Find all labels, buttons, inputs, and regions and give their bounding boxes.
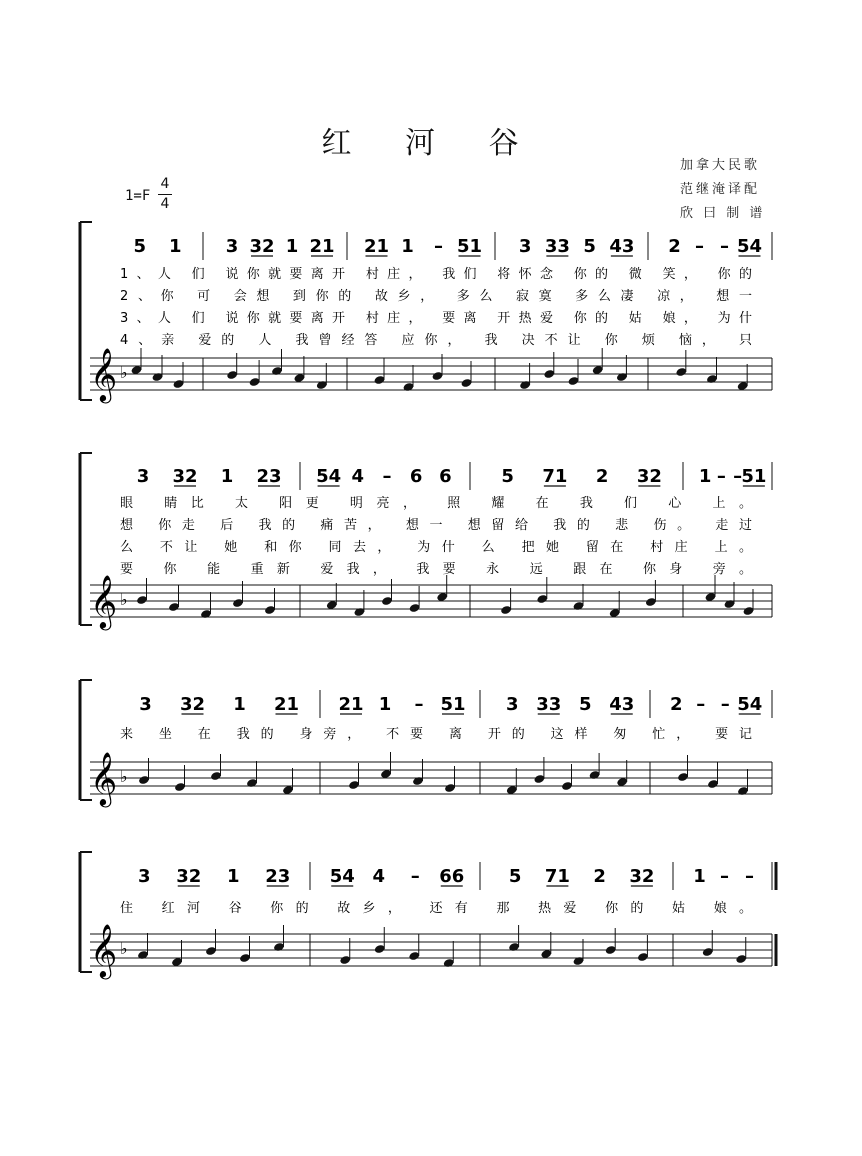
jianpu-note: 32 (176, 866, 202, 887)
jianpu-note: 6 (409, 466, 423, 487)
jianpu-note: 33 (536, 694, 562, 715)
jianpu-note: 2 (593, 866, 606, 887)
jianpu-note: 21 (363, 236, 390, 257)
treble-clef-icon: 𝄞 (90, 923, 118, 977)
jianpu-note: 21 (309, 236, 335, 257)
jianpu-note: 4 (372, 866, 386, 887)
jianpu-note: – (696, 694, 706, 715)
lyric-line: 来 坐 在 我的 身旁， 不要 离 开的 这样 匆 忙， 要记 (120, 727, 753, 742)
jianpu-note: 54 (329, 866, 355, 887)
translator-credit: 范继淹译配 (680, 182, 761, 197)
jianpu-note: 1 (168, 236, 182, 257)
jianpu-note: 32 (172, 466, 198, 487)
jianpu-note: 2 (668, 236, 681, 257)
lyric-line: 么 不让 她 和你 同去， 为什 么 把她 留在 村庄 上。 (120, 540, 752, 555)
key-signature: 1=F (125, 188, 151, 204)
song-title: 红 河 谷 (321, 126, 541, 161)
time-top: 4 (160, 176, 170, 192)
jianpu-note: 51 (741, 466, 767, 487)
jianpu-note: 5 (133, 236, 147, 257)
jianpu-note: 23 (265, 866, 291, 887)
jianpu-note: 43 (609, 694, 635, 715)
flat-icon: ♭ (120, 363, 128, 382)
jianpu-note: 54 (736, 236, 763, 257)
jianpu-note: 1 (220, 466, 234, 487)
jianpu-note: 1 (233, 694, 246, 715)
jianpu-note: – (434, 236, 443, 257)
jianpu-note: – (745, 866, 754, 887)
jianpu-note: 3 (136, 466, 150, 487)
jianpu-note: 71 (544, 866, 570, 887)
treble-clef-icon: 𝄞 (90, 574, 118, 628)
jianpu-note: 23 (256, 466, 282, 487)
jianpu-note: 2 (595, 466, 609, 487)
jianpu-note: 1 (378, 694, 392, 715)
engraver-credit: 欣 曰 制 谱 (680, 206, 766, 221)
jianpu-note: 54 (737, 694, 763, 715)
origin-credit: 加拿大民歌 (680, 158, 761, 173)
jianpu-note: 33 (544, 236, 570, 257)
jianpu-note: – (410, 866, 420, 887)
jianpu-note: 5 (501, 466, 514, 487)
jianpu-note: 3 (137, 866, 151, 887)
jianpu-note: 66 (439, 866, 465, 887)
lyric-line: 3、人 们 说你就要离开 村庄， 要离 开热爱 你的 姑 娘， 为什 (120, 311, 753, 326)
flat-icon: ♭ (120, 590, 128, 609)
jianpu-note: 51 (440, 694, 466, 715)
lyric-line: 1、人 们 说你就要离开 村庄， 我们 将怀念 你的 微 笑， 你的 (120, 267, 753, 282)
lyric-line: 想 你走 后 我的 痛苦， 想一 想留给 我的 悲 伤。 走过 (120, 518, 752, 533)
time-bottom: 4 (160, 196, 170, 212)
jianpu-note: 1 (226, 866, 240, 887)
jianpu-note: – (716, 466, 726, 487)
jianpu-note: 54 (316, 466, 342, 487)
flat-icon: ♭ (120, 939, 128, 958)
jianpu-note: 32 (629, 866, 655, 887)
jianpu-note: – (720, 236, 729, 257)
jianpu-note: 2 (669, 694, 683, 715)
jianpu-note: 21 (338, 694, 364, 715)
treble-clef-icon: 𝄞 (90, 347, 118, 401)
jianpu-note: – (695, 236, 704, 257)
jianpu-note: – (720, 866, 729, 887)
jianpu-note: 5 (508, 866, 522, 887)
jianpu-note: 3 (139, 694, 152, 715)
lyric-line: 4、亲 爱的 人 我曾经答 应你， 我 决不让 你 烦 恼， 只 (120, 333, 752, 348)
jianpu-note: – (414, 694, 424, 715)
jianpu-note: 71 (542, 466, 568, 487)
jianpu-note: 43 (609, 236, 635, 257)
lyric-line: 住 红河 谷 你的 故乡， 还有 那 热爱 你的 姑 娘。 (120, 901, 752, 916)
jianpu-note: 1 (693, 866, 706, 887)
jianpu-note: 4 (351, 466, 365, 487)
jianpu-note: 21 (273, 694, 300, 715)
flat-icon: ♭ (120, 767, 128, 786)
jianpu-note: 32 (636, 466, 662, 487)
jianpu-note: 3 (505, 694, 519, 715)
jianpu-note: – (382, 466, 392, 487)
jianpu-note: 51 (456, 236, 483, 257)
jianpu-note: 32 (249, 236, 275, 257)
jianpu-note: 32 (179, 694, 206, 715)
jianpu-note: – (733, 466, 743, 487)
jianpu-note: 3 (518, 236, 532, 257)
lyric-line: 要 你 能 重新 爱我， 我要 永 远 跟在 你身 旁。 (120, 562, 752, 577)
jianpu-note: 1 (698, 466, 712, 487)
jianpu-note: 5 (578, 694, 592, 715)
lyric-line: 2、你 可 会想 到你的 故乡， 多么 寂寞 多么凄 凉， 想一 (120, 289, 752, 304)
jianpu-note: 1 (401, 236, 414, 257)
jianpu-note: 1 (285, 236, 299, 257)
treble-clef-icon: 𝄞 (90, 751, 118, 805)
lyric-line: 眼 睛比 太 阳更 明亮， 照 耀 在 我 们 心 上。 (120, 496, 752, 511)
jianpu-note: 5 (583, 236, 596, 257)
jianpu-note: – (720, 694, 730, 715)
jianpu-note: 3 (225, 236, 239, 257)
jianpu-note: 6 (439, 466, 452, 487)
